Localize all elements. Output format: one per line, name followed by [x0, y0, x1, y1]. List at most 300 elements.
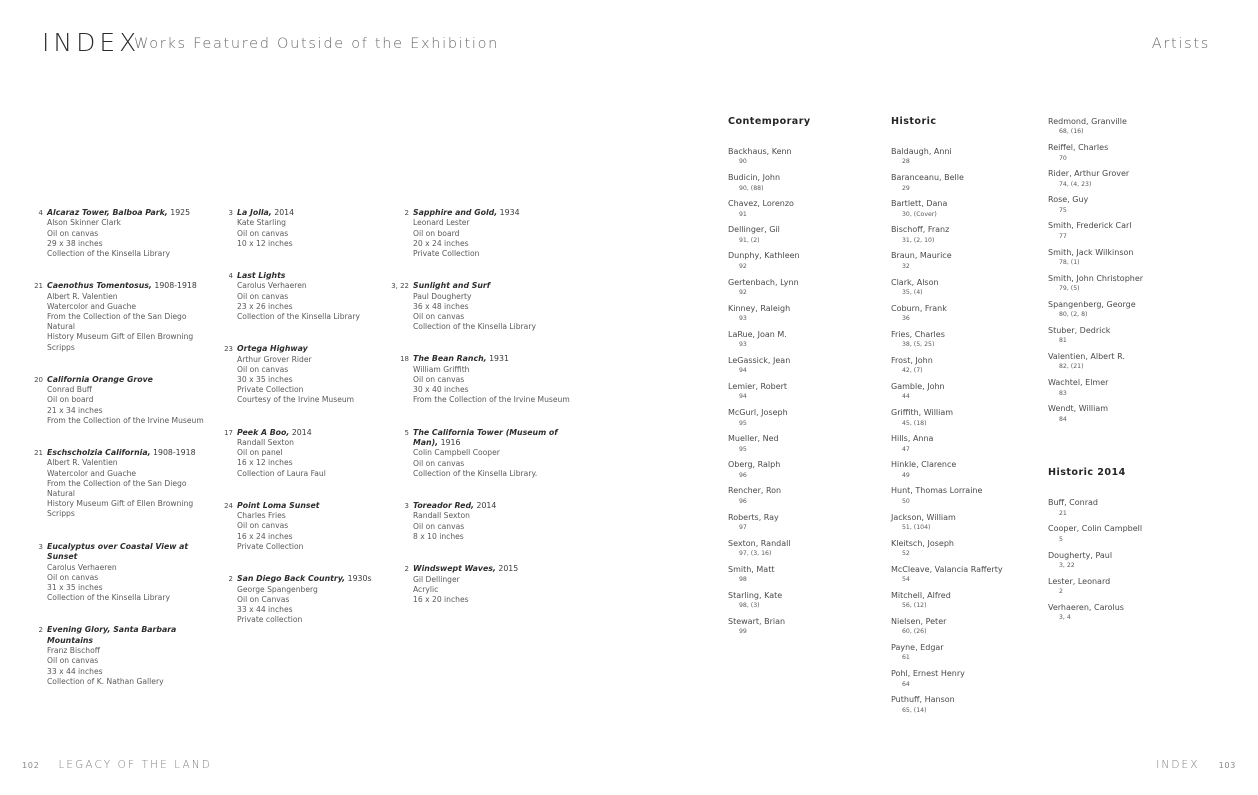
work-detail-line: Oil on canvas [413, 458, 465, 468]
artist-entry [1048, 247, 1213, 269]
work-year: 2014 [289, 427, 312, 437]
work-entry [391, 354, 581, 405]
work-detail-line: William Griffith [413, 364, 470, 374]
artist-entry [728, 485, 878, 507]
work-entry [25, 625, 215, 687]
work-detail-line: From the Collection of the Irvine Museum [413, 395, 570, 405]
work-title: Caenothus Tomentosus, 1908-1918 [47, 281, 197, 291]
work-entry [215, 428, 405, 479]
work-year: 2015 [495, 564, 519, 574]
artist-group [891, 116, 1041, 716]
work-entry [25, 281, 215, 353]
artist-name: Clark, Alson [891, 277, 939, 287]
artist-name: Mitchell, Alfred [891, 590, 951, 600]
work-detail-line: 33 x 44 inches [237, 604, 293, 614]
work-year: 1908-1918 [150, 448, 196, 458]
artist-entry [728, 538, 878, 560]
work-entry [215, 574, 405, 625]
artist-name: Dunphy, Kathleen [728, 251, 800, 261]
artist-name: Gamble, John [891, 381, 945, 391]
work-detail-line: Carolus Verhaeren [237, 281, 307, 291]
artist-entry [1048, 194, 1213, 216]
work-plate-number: 23 [224, 345, 233, 354]
artist-page-refs: 82, (21) [1059, 363, 1084, 371]
artist-name: Wachtel, Elmer [1048, 378, 1109, 388]
work-detail-line: Private Collection [237, 385, 304, 395]
work-detail-line: Arthur Grover Rider [237, 354, 312, 364]
work-detail-line: Kate Starling [237, 218, 286, 228]
artist-page-refs: 92 [739, 288, 747, 296]
artist-name: Lemier, Robert [728, 381, 788, 391]
artists-column [891, 116, 1041, 720]
artist-page-refs: 91 [739, 210, 747, 218]
works-column [215, 208, 405, 647]
artist-page-refs: 36 [902, 315, 910, 323]
artist-name: Smith, John Christopher [1048, 273, 1144, 283]
work-entry [391, 208, 581, 259]
work-entry [25, 448, 215, 520]
artist-entry [891, 407, 1041, 429]
artist-name: Hills, Anna [891, 434, 934, 444]
artist-entry [1048, 116, 1213, 138]
work-title: Evening Glory, Santa Barbara Mountains [47, 625, 177, 645]
work-entry [391, 564, 581, 605]
work-detail-line: 29 x 38 inches [47, 238, 103, 248]
artist-page-refs: 3, 4 [1059, 614, 1071, 622]
work-detail-line: Collection of the Kinsella Library [47, 249, 170, 259]
work-detail-line: Carolus Verhaeren [47, 562, 117, 572]
work-detail-line: Collection of the Kinsella Library. [413, 468, 538, 478]
artist-name: Smith, Frederick Carl [1048, 221, 1132, 231]
work-title: San Diego Back Country, 1930s [237, 574, 372, 584]
artist-entry [891, 564, 1041, 586]
artist-page-refs: 93 [739, 341, 747, 349]
artist-name: Baranceanu, Belle [891, 173, 964, 183]
artist-name: Stuber, Dedrick [1048, 325, 1111, 335]
artist-page-refs: 2 [1059, 588, 1063, 596]
work-detail-line: History Museum Gift of Ellen Browning Scripps [47, 332, 194, 352]
work-detail-line: Oil on canvas [413, 521, 465, 531]
artist-name: Smith, Matt [728, 564, 775, 574]
work-entry [25, 208, 215, 259]
artist-page-refs: 50 [902, 497, 910, 505]
artist-page-refs: 94 [739, 393, 747, 401]
artist-page-refs: 80, (2, 8) [1059, 311, 1088, 319]
artist-page-refs: 95 [739, 445, 747, 453]
work-detail-line: 21 x 34 inches [47, 405, 103, 415]
work-detail-line: 23 x 26 inches [237, 301, 293, 311]
artist-entry [728, 459, 878, 481]
work-title: La Jolla, 2014 [237, 208, 295, 217]
artist-entry [728, 198, 878, 220]
artist-page-refs: 56, (12) [902, 602, 927, 610]
artist-entry [891, 590, 1041, 612]
artist-page-refs: 94 [739, 367, 747, 375]
artist-entry [891, 694, 1041, 716]
work-detail-line: Oil on canvas [413, 312, 465, 322]
artist-name: Braun, Maurice [891, 251, 952, 261]
work-title: Last Lights [237, 271, 286, 281]
artist-page-refs: 99 [739, 628, 747, 636]
artist-page-refs: 31, (2, 10) [902, 236, 935, 244]
work-detail-line: 20 x 24 inches [413, 238, 469, 248]
artist-entry [1048, 602, 1213, 624]
artist-entry [1048, 273, 1213, 295]
artist-group-title: Historic [891, 116, 937, 127]
work-year: 1930s [345, 574, 372, 584]
work-title: Point Loma Sunset [237, 500, 320, 510]
artist-entry [728, 172, 878, 194]
artist-name: Chavez, Lorenzo [728, 199, 794, 209]
artist-page-refs: 93 [739, 315, 747, 323]
artist-page-refs: 52 [902, 550, 910, 558]
work-title: The Bean Ranch, 1931 [413, 354, 509, 364]
work-year: 1931 [486, 354, 509, 364]
artist-page-refs: 51, (104) [902, 523, 931, 531]
work-detail-line: Gil Dellinger [413, 574, 460, 584]
artist-name: Roberts, Ray [728, 512, 779, 522]
artist-page-refs: 28 [902, 158, 910, 166]
work-entry [215, 208, 405, 249]
artist-page-refs: 30, (Cover) [902, 210, 937, 218]
artist-entry [891, 668, 1041, 690]
artist-name: Pohl, Ernest Henry [891, 669, 965, 679]
artist-name: LaRue, Joan M. [728, 329, 787, 339]
artist-name: Dellinger, Gil [728, 225, 780, 235]
artist-name: Stewart, Brian [728, 616, 786, 626]
page-folio-left: 102 [22, 759, 40, 770]
work-detail-line: From the Collection of the Irvine Museum [47, 415, 204, 425]
artist-entry [728, 433, 878, 455]
artist-page-refs: 35, (4) [902, 288, 923, 296]
artist-page-refs: 49 [902, 471, 910, 479]
work-detail-line: 16 x 24 inches [237, 531, 293, 541]
artist-name: Dougherty, Paul [1048, 550, 1113, 560]
work-entry [215, 271, 405, 322]
artist-entry [891, 485, 1041, 507]
work-detail-line: Oil on canvas [237, 364, 289, 374]
artist-name: Kleitsch, Joseph [891, 538, 954, 548]
work-plate-number: 3 [228, 209, 233, 217]
artist-name: Rencher, Ron [728, 486, 782, 496]
artist-name: Hunt, Thomas Lorraine [891, 486, 983, 496]
artist-page-refs: 74, (4, 23) [1059, 180, 1092, 188]
artist-name: Buff, Conrad [1048, 498, 1098, 508]
artist-name: Fries, Charles [891, 329, 945, 339]
artist-entry [1048, 403, 1213, 425]
work-year: 1925 [167, 208, 191, 217]
artist-name: LeGassick, Jean [728, 355, 791, 365]
work-plate-number: 18 [400, 355, 409, 364]
artist-entry [1048, 142, 1213, 164]
artist-page-refs: 81 [1059, 337, 1067, 345]
work-plate-number: 20 [34, 375, 43, 384]
work-detail-line: Franz Bischoff [47, 646, 100, 656]
work-plate-number: 2 [228, 575, 233, 584]
work-detail-line: Oil on canvas [47, 228, 99, 238]
artist-entry [1048, 168, 1213, 190]
work-title: California Orange Grove [47, 374, 153, 384]
artist-entry [891, 381, 1041, 403]
work-year: 1916 [438, 438, 461, 448]
artist-entry [891, 433, 1041, 455]
work-detail-line: Colin Campbell Cooper [413, 448, 500, 458]
artist-page-refs: 96 [739, 471, 747, 479]
artist-page-refs: 45, (18) [902, 419, 927, 427]
artist-name: Payne, Edgar [891, 643, 944, 653]
artist-entry [728, 381, 878, 403]
artists-column [1048, 116, 1213, 628]
work-detail-line: 8 x 10 inches [413, 531, 464, 541]
work-title: Alcaraz Tower, Balboa Park, 1925 [47, 208, 191, 217]
work-detail-line: Oil on canvas [237, 521, 289, 531]
work-title: Sapphire and Gold, 1934 [413, 208, 520, 217]
artist-name: Frost, John [891, 355, 933, 365]
work-detail-line: Collection of K. Nathan Gallery [47, 676, 164, 686]
work-entry [25, 542, 215, 604]
work-title: Peek A Boo, 2014 [237, 427, 312, 437]
work-detail-line: History Museum Gift of Ellen Browning Scripps [47, 499, 194, 519]
artist-entry [891, 172, 1041, 194]
work-detail-line: Watercolor and Guache [47, 468, 137, 478]
artist-entry [891, 277, 1041, 299]
artist-page-refs: 79, (5) [1059, 285, 1080, 293]
artist-name: Hinkle, Clarence [891, 460, 957, 470]
artist-entry [1048, 220, 1213, 242]
artist-name: Mueller, Ned [728, 434, 779, 444]
work-year: 1934 [497, 208, 520, 217]
work-entry [391, 501, 581, 542]
artist-name: Rider, Arthur Grover [1048, 169, 1130, 179]
work-detail-line: 30 x 35 inches [237, 375, 293, 385]
artist-name: Redmond, Granville [1048, 117, 1127, 126]
work-entry [391, 428, 581, 479]
work-title: Toreador Red, 2014 [413, 501, 497, 511]
work-detail-line: Randall Sexton [237, 438, 294, 448]
artist-name: Verhaeren, Carolus [1048, 602, 1124, 612]
work-plate-number: 2 [38, 626, 43, 635]
work-detail-line: 30 x 40 inches [413, 385, 469, 395]
work-detail-line: Charles Fries [237, 511, 286, 521]
artist-page-refs: 65, (14) [902, 706, 927, 714]
artist-page-refs: 38, (5, 25) [902, 341, 935, 349]
artist-entry [891, 538, 1041, 560]
artist-page-refs: 61 [902, 654, 910, 662]
work-detail-line: 31 x 35 inches [47, 582, 103, 592]
work-plate-number: 2 [404, 209, 409, 217]
work-title: Windswept Waves, 2015 [413, 564, 519, 574]
artist-entry [1048, 523, 1213, 545]
artist-page-refs: 95 [739, 419, 747, 427]
work-detail-line: Albert R. Valentien [47, 291, 118, 301]
work-detail-line: From the Collection of the San Diego Natural [47, 478, 187, 499]
work-detail-line: Conrad Buff [47, 385, 93, 395]
work-entry [25, 375, 215, 426]
artist-page-refs: 42, (7) [902, 367, 923, 375]
artist-name: Sexton, Randall [728, 538, 791, 548]
artist-entry [891, 616, 1041, 638]
header-subtitle: Works Featured Outside of the Exhibition [134, 36, 500, 52]
artist-entry [728, 146, 878, 168]
artist-page-refs: 60, (26) [902, 628, 927, 636]
artist-name: Gertenbach, Lynn [728, 277, 799, 287]
work-detail-line: George Spangenberg [237, 584, 318, 594]
artist-name: Reiffel, Charles [1048, 143, 1109, 153]
work-plate-number: 24 [224, 501, 233, 510]
artist-page-refs: 68, (16) [1059, 128, 1084, 136]
artist-name: Budicin, John [728, 173, 781, 183]
artist-page-refs: 97 [739, 523, 747, 531]
artist-entry [728, 329, 878, 351]
artist-entry [1048, 550, 1213, 572]
footer-left [22, 754, 212, 773]
work-detail-line: Albert R. Valentien [47, 458, 118, 468]
artist-page-refs: 92 [739, 262, 747, 270]
work-year: 2014 [271, 208, 295, 217]
artist-entry [728, 590, 878, 612]
artist-entry [891, 224, 1041, 246]
work-plate-number: 4 [38, 209, 43, 217]
works-column [25, 208, 215, 709]
work-detail-line: Acrylic [413, 584, 439, 594]
artist-name: Griffith, William [891, 408, 954, 418]
artist-name: Coburn, Frank [891, 303, 947, 313]
artist-entry [891, 303, 1041, 325]
work-detail-line: 10 x 12 inches [237, 238, 293, 248]
artist-entry [891, 329, 1041, 351]
artist-name: Bischoff, Franz [891, 225, 950, 235]
work-detail-line: Private collection [237, 615, 303, 625]
work-plate-number: 21 [34, 449, 43, 458]
work-detail-line: Collection of Laura Faul [237, 468, 326, 478]
work-plate-number: 4 [228, 272, 233, 281]
artist-entry [728, 224, 878, 246]
work-plate-number: 3 [38, 542, 43, 551]
work-detail-line: Oil on canvas [47, 572, 99, 582]
work-year: 2014 [474, 501, 497, 511]
work-detail-line: 36 x 48 inches [413, 301, 469, 311]
artist-entry [891, 355, 1041, 377]
work-title: Ortega Highway [237, 344, 308, 354]
work-plate-number: 3 [404, 502, 409, 511]
work-detail-line: Private Collection [413, 249, 480, 259]
artist-page-refs: 77 [1059, 232, 1067, 240]
artist-entry [728, 303, 878, 325]
running-head-left: LEGACY OF THE LAND [58, 758, 212, 771]
index-wordmark: INDEX [42, 28, 141, 57]
artist-name: Kinney, Raleigh [728, 303, 791, 313]
work-detail-line: Private Collection [237, 541, 304, 551]
artists-column [728, 116, 878, 642]
artist-entry [1048, 497, 1213, 519]
artist-group [1048, 467, 1213, 623]
artist-page-refs: 96 [739, 497, 747, 505]
artist-group-title: Contemporary [728, 116, 811, 127]
artist-page-refs: 91, (2) [739, 236, 760, 244]
artist-name: Valentien, Albert R. [1048, 351, 1125, 361]
work-detail-line: Oil on canvas [47, 656, 99, 666]
artist-entry [1048, 299, 1213, 321]
artist-entry [891, 146, 1041, 168]
work-plate-number: 5 [404, 428, 409, 437]
artist-name: Smith, Jack Wilkinson [1048, 247, 1134, 257]
artist-page-refs: 83 [1059, 389, 1067, 397]
work-title: Eschscholzia California, 1908-1918 [47, 448, 196, 458]
work-plate-number: 2 [404, 565, 409, 574]
work-detail-line: Oil on board [413, 228, 460, 238]
work-detail-line: Collection of the Kinsella Library [413, 322, 536, 332]
artist-entry [728, 277, 878, 299]
work-entry [215, 344, 405, 405]
work-year: 1908-1918 [151, 281, 197, 291]
artist-name: Bartlett, Dana [891, 199, 948, 209]
artist-group [1048, 116, 1213, 425]
footer-right [1156, 754, 1236, 773]
artist-page-refs: 32 [902, 262, 910, 270]
work-entry [215, 501, 405, 552]
artist-entry [891, 642, 1041, 664]
artist-name: Starling, Kate [728, 590, 783, 600]
work-detail-line: Oil on board [47, 395, 94, 405]
artist-page-refs: 90, (88) [739, 184, 764, 192]
artist-page-refs: 84 [1059, 415, 1067, 423]
artist-name: Oberg, Ralph [728, 460, 781, 470]
artist-entry [1048, 377, 1213, 399]
artist-entry [891, 198, 1041, 220]
artist-page-refs: 75 [1059, 206, 1067, 214]
artist-page-refs: 70 [1059, 154, 1067, 162]
artist-name: Cooper, Colin Campbell [1048, 524, 1143, 534]
artist-entry [728, 407, 878, 429]
artist-page-refs: 78, (1) [1059, 258, 1080, 266]
work-title: The California Tower (Museum of Man), 1916 [413, 427, 558, 448]
running-head-right: INDEX [1156, 758, 1200, 771]
artist-name: Nielsen, Peter [891, 616, 947, 626]
work-detail-line: Paul Dougherty [413, 291, 472, 301]
artist-name: Wendt, William [1048, 404, 1109, 414]
artist-page-refs: 29 [902, 184, 910, 192]
header-right-label: Artists [1151, 36, 1210, 52]
artist-name: McCleave, Valancia Rafferty [891, 564, 1003, 574]
group-spacer [1048, 429, 1213, 467]
artist-page-refs: 64 [902, 680, 910, 688]
artist-page-refs: 97, (3, 16) [739, 550, 772, 558]
work-detail-line: Courtesy of the Irvine Museum [237, 395, 355, 405]
work-detail-line: Oil on panel [237, 448, 283, 458]
work-detail-line: Alson Skinner Clark [47, 218, 121, 228]
work-detail-line: 16 x 12 inches [237, 458, 293, 468]
artist-page-refs: 5 [1059, 535, 1063, 543]
work-detail-line: Oil on canvas [237, 291, 289, 301]
artist-entry [891, 459, 1041, 481]
work-detail-line: Oil on canvas [237, 228, 289, 238]
artist-entry [728, 564, 878, 586]
artist-page-refs: 47 [902, 445, 910, 453]
page-folio-right: 103 [1218, 759, 1236, 770]
work-detail-line: Leonard Lester [413, 218, 470, 228]
work-plate-number: 17 [224, 428, 233, 437]
work-detail-line: Collection of the Kinsella Library [237, 312, 360, 322]
work-detail-line: Collection of the Kinsella Library [47, 593, 170, 603]
work-title: Eucalyptus over Coastal View at Sunset [47, 541, 189, 562]
artist-page-refs: 54 [902, 576, 910, 584]
artist-page-refs: 98, (3) [739, 602, 760, 610]
work-plate-number: 21 [34, 282, 43, 291]
artist-name: Rose, Guy [1048, 195, 1089, 205]
work-detail-line: 33 x 44 inches [47, 666, 103, 676]
artist-entry [891, 512, 1041, 534]
artist-name: Jackson, William [891, 512, 956, 522]
